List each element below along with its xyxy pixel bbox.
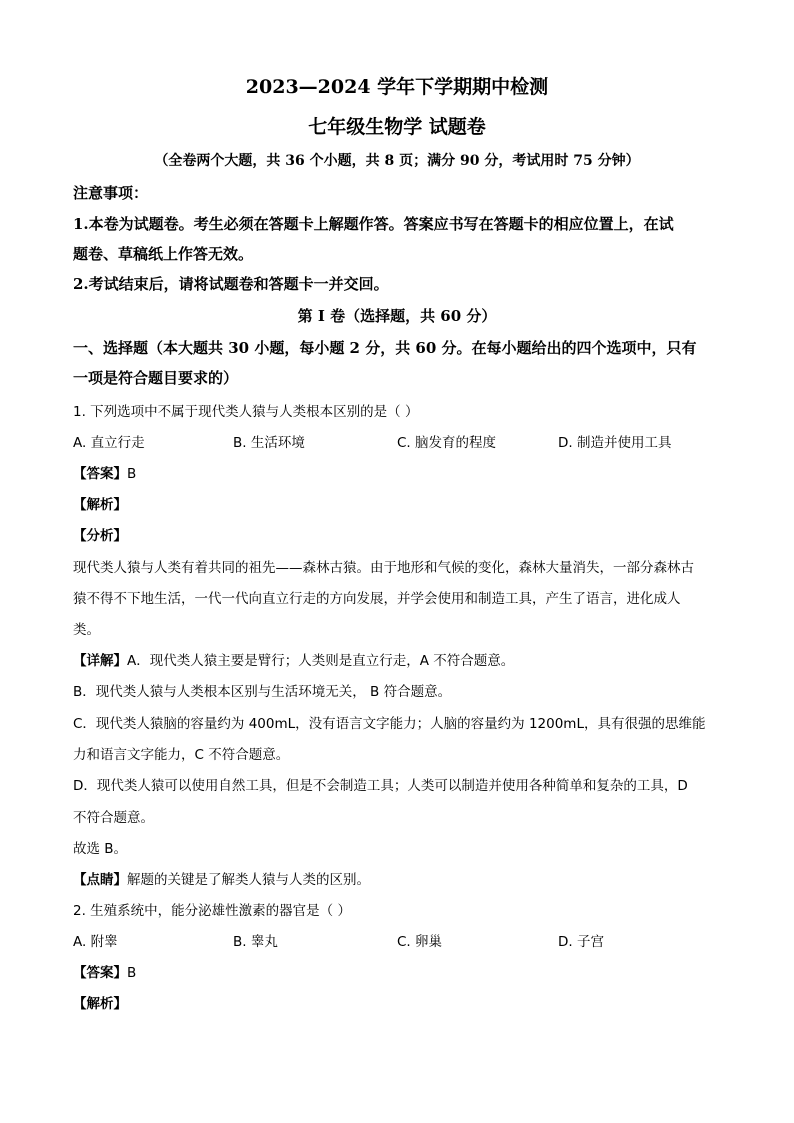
- exam-title: 2023—2024 学年下学期期中检测: [245, 76, 549, 98]
- q1-analysis-line3: 类。: [73, 622, 100, 638]
- q1-fenxi-tag: 【分析】: [73, 528, 127, 544]
- q1-option-d: D. 制造并使用工具: [558, 435, 672, 451]
- section-heading-line2: 一项是符合题目要求的）: [73, 369, 239, 387]
- q1-jiexi-tag: 【解析】: [73, 497, 127, 513]
- q1-stem: 1. 下列选项中不属于现代类人猿与人类根本区别的是（ ）: [73, 404, 419, 420]
- q2-option-b: B. 睾丸: [233, 934, 278, 950]
- q1-analysis-line1: 现代类人猿与人类有着共同的祖先——森林古猿。由于地形和气候的变化，森林大量消失，一部分森林古: [73, 560, 694, 576]
- q1-detail-a: [73, 649, 514, 669]
- exam-info: （全卷两个大题，共 36 个小题，共 8 页；满分 90 分，考试用时 75 分钟）: [154, 153, 640, 169]
- q1-detail-d2: 不符合题意。: [73, 810, 154, 826]
- notes-item2: 2.考试结束后，请将试题卷和答题卡一并交回。: [73, 275, 389, 293]
- q1-option-b: B. 生活环境: [233, 435, 305, 451]
- q2-option-d: D. 子宫: [558, 934, 604, 950]
- q2-jiexi-tag: 【解析】: [73, 996, 127, 1012]
- q1-conclusion: 故选 B。: [73, 841, 128, 857]
- notes-item1-line1: 1.本卷为试题卷。考生必须在答题卡上解题作答。答案应书写在答题卡的相应位置上，在试: [73, 215, 674, 233]
- q1-detail-d1: D．现代类人猿可以使用自然工具，但是不会制造工具；人类可以制造并使用各种简单和复杂的工具，D: [73, 778, 688, 794]
- q1-analysis-line2: 猿不得不下地生活，一代一代向直立行走的方向发展，并学会使用和制造工具，产生了语言，进化成人: [73, 591, 681, 607]
- notes-item1-line2: 题卷、草稿纸上作答无效。: [73, 245, 254, 263]
- q1-detail-c2: 力和语言文字能力，C 不符合题意。: [73, 747, 290, 763]
- notes-heading: 注意事项：: [73, 184, 149, 202]
- q2-option-c: C. 卵巢: [397, 934, 443, 950]
- q2-stem: 2. 生殖系统中，能分泌雄性激素的器官是（ ）: [73, 903, 351, 919]
- exam-subtitle: 七年级生物学 试题卷: [308, 116, 486, 138]
- q1-answer-value: B: [127, 466, 137, 482]
- section-heading-line1: 一、选择题（本大题共 30 小题，每小题 2 分，共 60 分。在每小题给出的四个选项中，只有: [73, 339, 697, 357]
- q1-detail-c1: C．现代类人猿脑的容量约为 400mL，没有语言文字能力；人脑的容量约为 1200mL，具有很强的思维能: [73, 716, 706, 732]
- q1-detail-a-text: A．现代类人猿主要是臂行；人类则是直立行走，A 不符合题意。: [127, 653, 515, 669]
- q2-option-a: A. 附睾: [73, 934, 118, 950]
- q1-answer-tag: 【答案】: [73, 466, 127, 482]
- q1-detail-b: B．现代类人猿与人类根本区别与生活环境无关， B 符合题意。: [73, 684, 452, 700]
- q1-detail-tag: 【详解】: [73, 653, 127, 669]
- q1-dianjing-text: 解题的关键是了解类人猿与人类的区别。: [127, 872, 370, 888]
- q1-dianjing-tag: 【点睛】: [73, 872, 127, 888]
- q1-option-a: A. 直立行走: [73, 435, 145, 451]
- q1-answer: [73, 462, 136, 482]
- q2-answer-value: B: [127, 965, 137, 981]
- part1-heading: 第 I 卷（选择题，共 60 分）: [297, 307, 497, 325]
- q2-answer: [73, 961, 136, 981]
- q1-dianjing: [73, 868, 370, 888]
- q1-option-c: C. 脑发育的程度: [397, 435, 497, 451]
- q2-answer-tag: 【答案】: [73, 965, 127, 981]
